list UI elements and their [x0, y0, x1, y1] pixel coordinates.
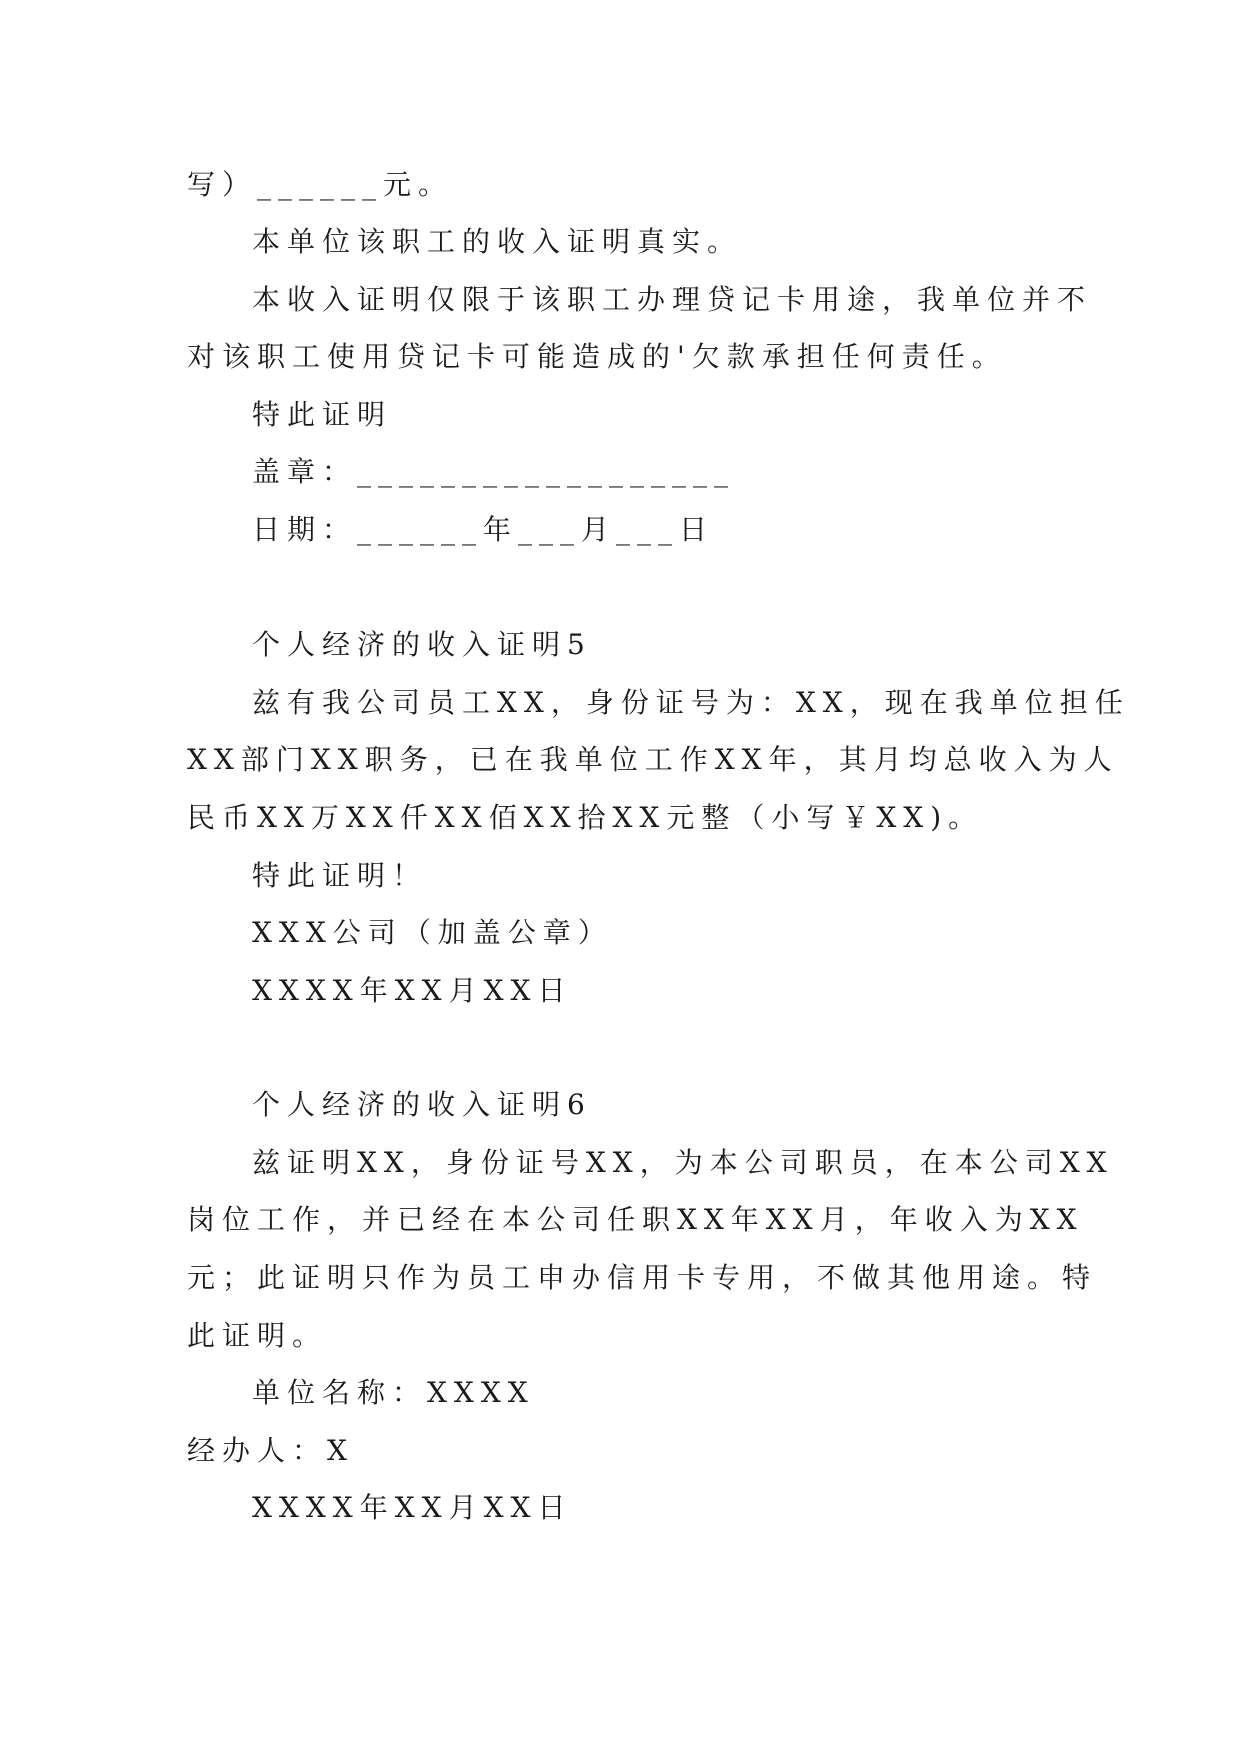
section5-title: 个人经济的收入证明5 — [252, 628, 592, 661]
section5-body-line-1: 兹有我公司员工XX，身份证号为：XX，现在我单位担任 — [252, 686, 1130, 719]
section6-handler-line: 经办人：X — [187, 1434, 354, 1467]
section6-title: 个人经济的收入证明6 — [252, 1088, 592, 1121]
section4-seal-line: 盖章：__________________ — [252, 455, 736, 488]
section4-limitation-line-1: 本收入证明仅限于该职工办理贷记卡用途，我单位并不 — [252, 283, 1093, 316]
section6-unit-name-line: 单位名称：XXXX — [252, 1376, 535, 1409]
section6-date-line: XXXX年XX月XX日 — [252, 1491, 573, 1524]
section5-certify-text: 特此证明！ — [252, 859, 428, 892]
section6-body-line-3: 元；此证明只作为员工申办信用卡专用，不做其他用途。特 — [187, 1261, 1098, 1294]
section5-company-line: XXX公司（加盖公章） — [252, 916, 613, 949]
section6-body-line-2: 岗位工作，并已经在本公司任职XX年XX月，年收入为XX — [187, 1203, 1084, 1236]
section5-body-line-3: 民币XX万XX仟XX佰XX拾XX元整（小写￥XX)。 — [187, 801, 984, 834]
section4-certify-text: 特此证明 — [252, 398, 393, 431]
section6-body-line-4: 此证明。 — [187, 1319, 328, 1352]
section6-body-line-1: 兹证明XX，身份证号XX，为本公司职员，在本公司XX — [252, 1146, 1114, 1179]
section5-body-line-2: XX部门XX职务，已在我单位工作XX年，其月均总收入为人 — [187, 743, 1119, 776]
section4-date-line: 日期：______年___月___日 — [252, 513, 715, 546]
section4-amount-line: 写）______元。 — [187, 168, 454, 201]
section4-limitation-line-2: 对该职工使用贷记卡可能造成的'欠款承担任何责任。 — [187, 340, 1007, 373]
section5-date-line: XXXX年XX月XX日 — [252, 974, 573, 1007]
section4-authenticity-paragraph: 本单位该职工的收入证明真实。 — [252, 225, 743, 258]
